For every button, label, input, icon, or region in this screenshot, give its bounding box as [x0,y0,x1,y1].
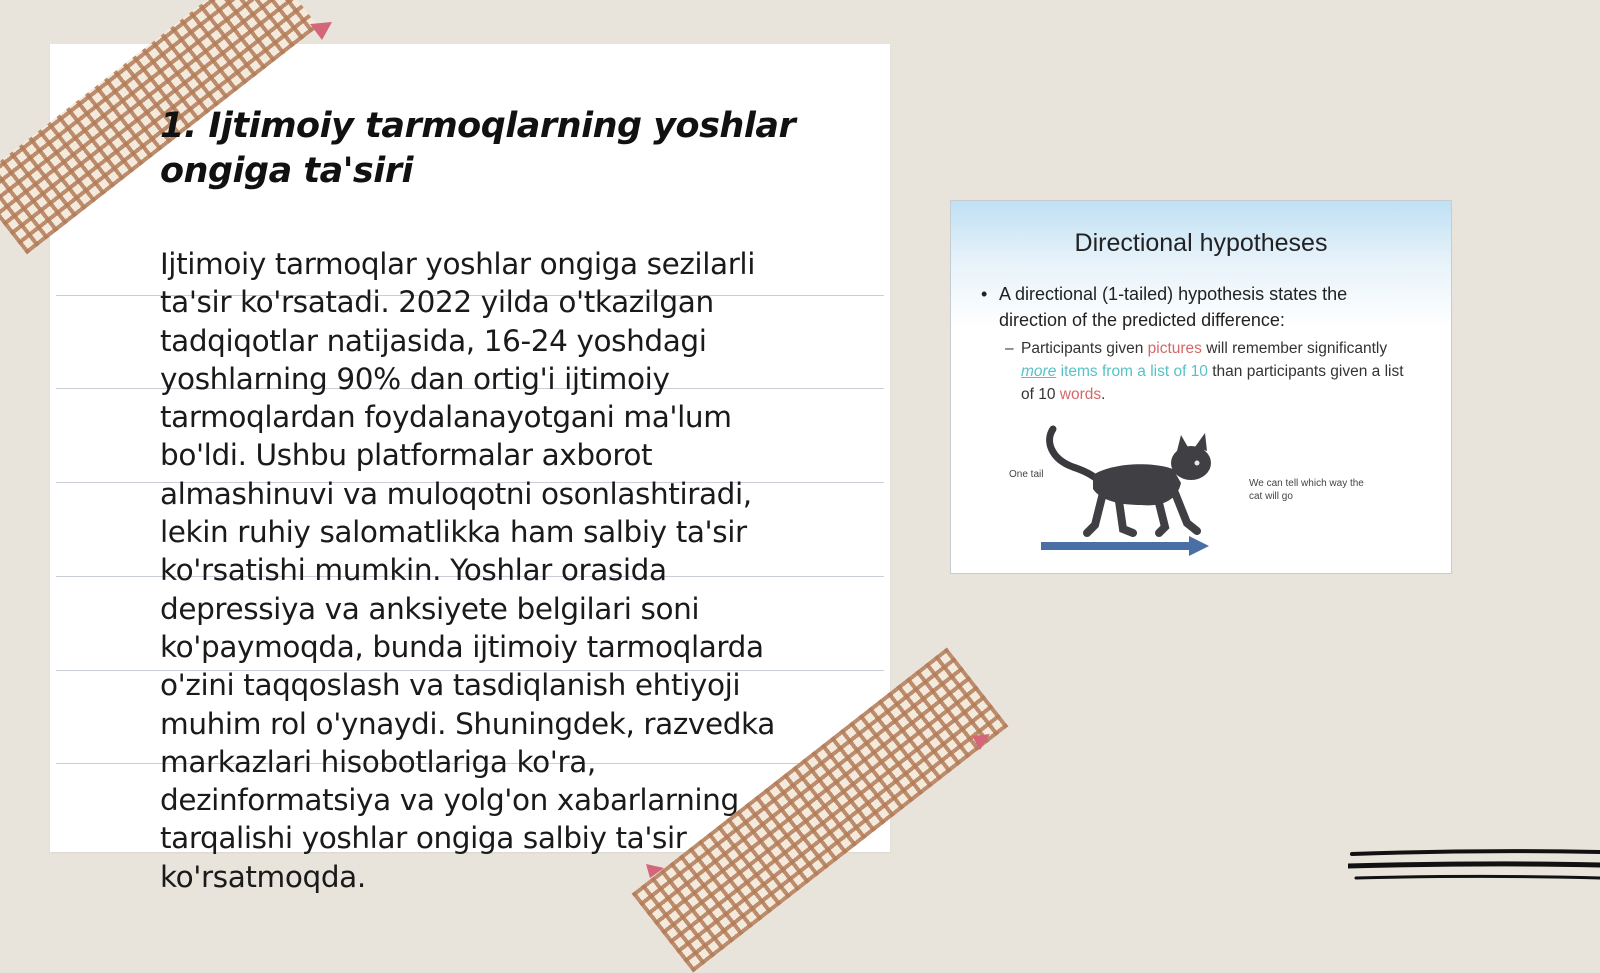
pushpin-icon [970,732,992,752]
one-tail-label: One tail [1009,469,1044,480]
sub-text: . [1101,386,1106,403]
bullet-icon: • [981,284,988,304]
sub-text: than participants given a list of 10 [1021,363,1404,403]
sub-text: Participants given [1021,340,1148,357]
slide-title: 1. Ijtimoiy tarmoqlarning yoshlar ongiga ta'siri [160,106,796,191]
sub-text: will remember significantly [1201,340,1388,357]
embedded-slide-image [950,200,1452,574]
pushpin-icon [308,20,334,42]
highlight-more: more [1021,363,1057,380]
figure-sub-bullet [1021,337,1411,406]
highlight-words: words [1059,386,1102,403]
cat-illustration [1041,423,1241,553]
figure-bullet-text: A directional (1-tailed) hypothesis states the direction of the predicted difference: [999,284,1348,330]
figure-note: We can tell which way the cat will go [1249,478,1364,502]
figure-title: Directional hypotheses [1074,229,1328,257]
highlight-pictures: pictures [1147,340,1202,357]
highlight-items: items from a list of 10 [1056,363,1208,380]
slide-body-text: Ijtimoiy tarmoqlar yoshlar ongiga sezilarli ta'sir ko'rsatadi. 2022 yilda o'tkazilgan tadqiqotlar natijasida, 16-24 yoshdagi yoshlarning 90% dan ortig'i ijtimoiy tarmoqlardan foydalanayotgani ma'lum bo'ldi. Ushbu platformalar axborot almashinuvi va muloqotni osonlashtiradi, lekin ruhiy salomatlikka ham salbiy ta'sir ko'rsatishi mumkin. Yoshlar orasida depressiya va anksiyete belgilari soni ko'paymoqda, bunda ijtimoiy tarmoqlarda o'zini taqqoslash va tasdiqlanish ehtiyoji muhim rol o'ynaydi. Shuningdek, razvedka markazlari hisobotlariga ko'ra, dezinformatsiya va yolg'on xabarlarning tarqalishi yoshlar ongiga salbiy ta'sir ko'rsatmoqda. [160,247,775,894]
brush-stroke [1348,848,1600,892]
arrow-right-icon [1041,535,1211,557]
pushpin-icon [644,862,666,880]
dash-icon: – [1005,340,1014,357]
